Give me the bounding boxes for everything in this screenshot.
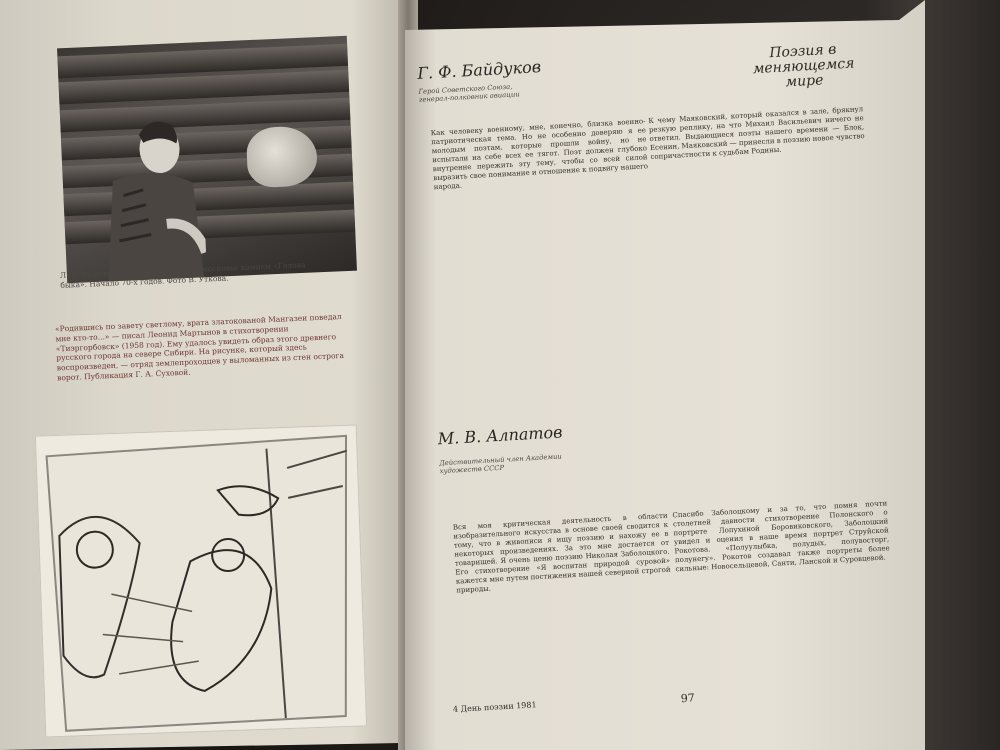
text-column: К чему Маяковский, который оказался в зале, брякнул резкую реплику, на что Михаил Васильевич ничего не ответил. Выдающиеся поэты нашего времени — Блок, Есенин, Маяковский — принесли в поэзию новое чувство сопричастности к судьбам Родины. [648,105,865,162]
portrait-photo [57,36,357,283]
text-column: Спасибо Заболоцкому и за то, что помня почти столетней давности стихотворение Полонского о портрете Лопухиной Боровиковского, Заболоцкий увидел и оценил в наше время портрет Струйской Рокотова. «Полуулыбка, полудых, полувосторг, полунегу». Рокотов создавал также портреты более сильные: Новосельцевой, Санти, Ланской и Суровцевой. [672,499,890,574]
page-number: 97 [680,691,696,706]
left-page-excerpt: «Родившись по завету светлому, врата златокованой Мангазеи поведал мне кто-то...» — писал Леонид Мартынов в стихотворении «Тиэргорбовск» (1958 год). Ему удалось увидеть образ этого древнего русского города на севере Сибири. На рисунке, который здесь воспроизведен, — отряд землепроходцев у выломанных из стен острога ворот. Публикация Г. А. Суховой. [54,311,345,383]
page-footer: 4 День поэзии 1981 [452,700,537,714]
author-heading: Г. Ф. Байдуков [416,57,542,83]
text-column: Как человеку военному, мне, конечно, близка военно-патриотическая тема. Но не особенно доверяю я ее молодым поэтам, которые прошли войну, но не испытали на себе всех ее тягот. Поэт должен глубоко внутренне пережить эту тему, чтобы со всей силой выразить свое понимание и отношение к подвигу нашего народа. [430,117,649,192]
author-subtitle: Действительный член Академии художеств СССР [439,452,563,476]
author-heading: М. В. Алпатов [437,422,563,449]
person-figure [80,102,208,283]
photo-caption: Л. Н. Мартынов с найденным в Подмосковье камнем «Голова быка». Начало 70-х годов. Фото В. Уткова. [59,260,306,290]
article-content [415,4,914,749]
text-column: Вся моя критическая деятельность в области изобразительного искусства в основе своей сводится к тому, что в живописи я ищу поэзию и нахожу ее в некоторых произведениях. За это мне достается от товарищей. Я очень ценю поэзию Николая Заболоцкого. Его стихотворение «Я воспитан природой суровой» кажется мне путем постижения нашей северной строгой природы. [452,511,671,595]
author-subtitle: Герой Советского Союза, генерал-полковник авиации [418,82,520,104]
article-title: Поэзия в меняющемся мире [752,41,855,91]
drawing-sketch [36,426,366,737]
ink-drawing [35,424,367,737]
